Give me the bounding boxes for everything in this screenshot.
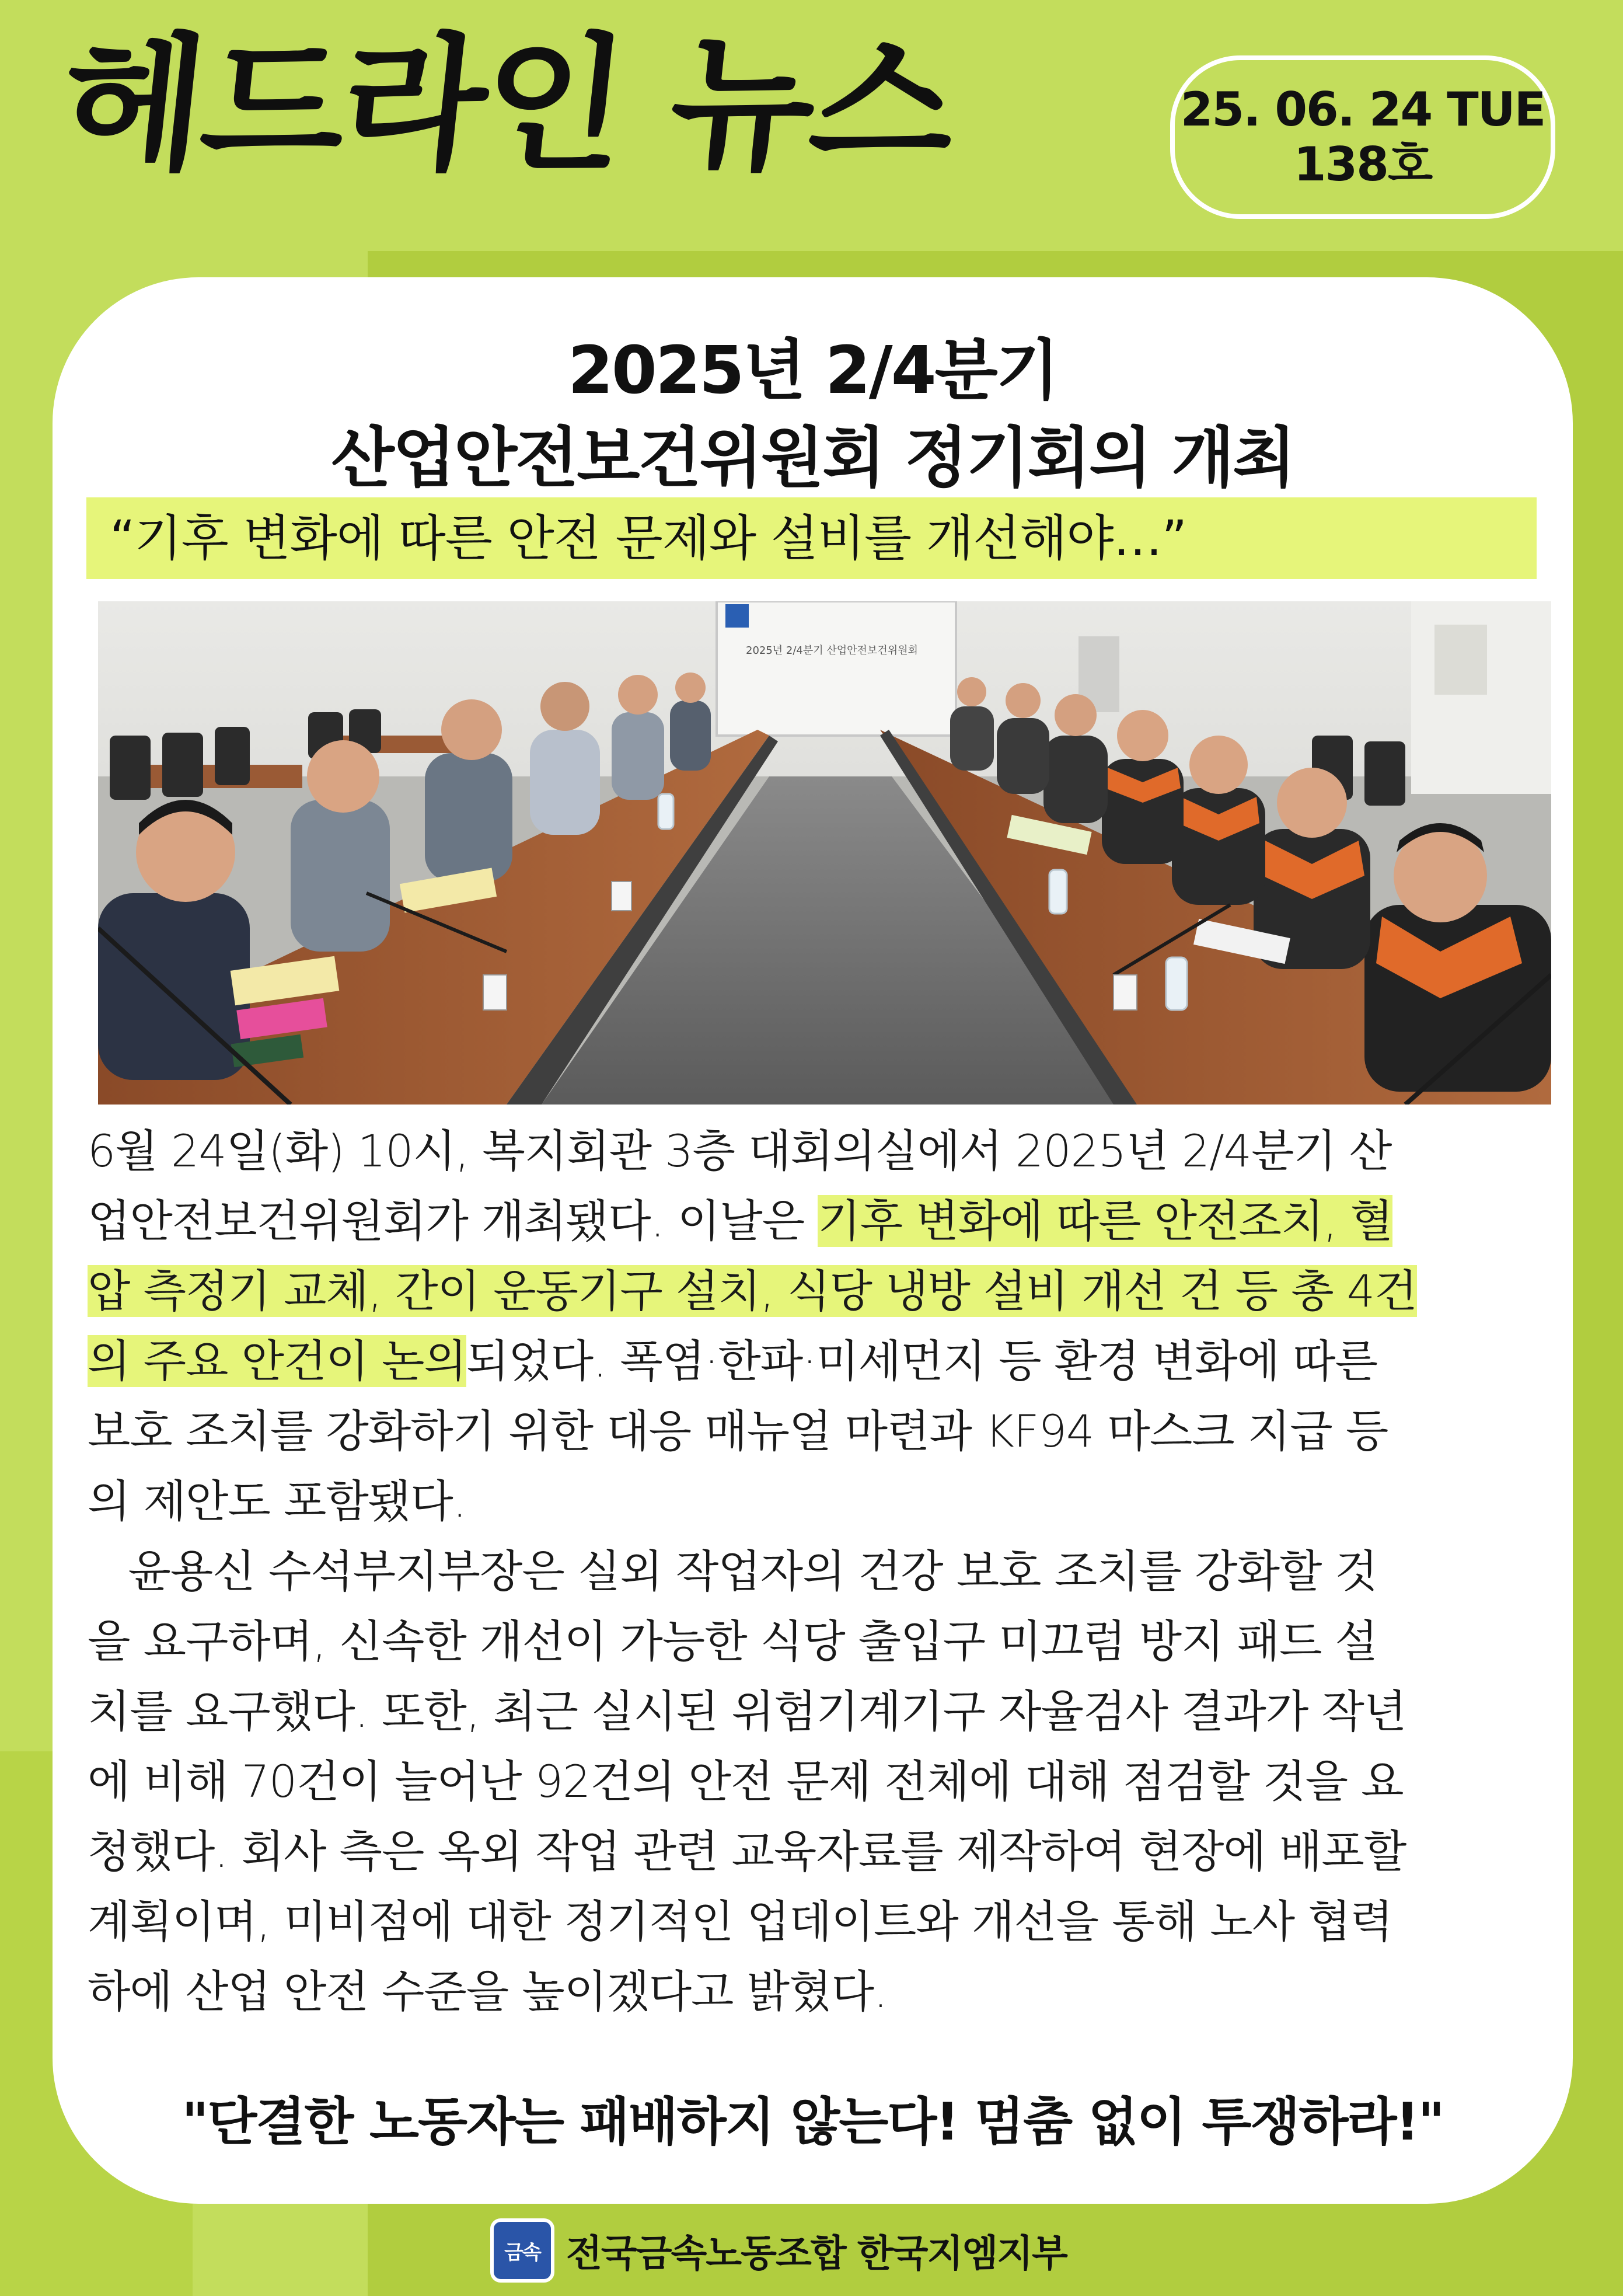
body-line-1 (88, 1116, 1552, 1186)
issue-date: 25. 06. 24 TUE (1180, 82, 1545, 137)
body-line-2a: 업안전보건위원회가 개최됐다. 이날은 (88, 1195, 818, 1247)
article-body (88, 1116, 1552, 2027)
body-line-7: 윤용신 수석부지부장은 실외 작업자의 건강 보호 조치를 강화할 것 (88, 1545, 1377, 1597)
body-line-10: 에 비해 70건이 늘어난 92건의 안전 문제 전체에 대해 점검할 것을 요 (88, 1755, 1404, 1807)
footer-org-name: 전국금속노동조합 한국지엠지부 (566, 2232, 1067, 2276)
body-line-12: 계획이며, 미비점에 대한 정기적인 업데이트와 개선을 통해 노사 협력 (88, 1896, 1393, 1947)
issue-number: 138호 (1293, 137, 1432, 191)
body-line-6: 의 제안도 포함됐다. (88, 1475, 466, 1527)
article-slogan: "단결한 노동자는 패배하지 않는다! 멈춤 없이 투쟁하라!" (182, 2092, 1444, 2152)
body-highlight-2: 압 측정기 교체, 간이 운동기구 설치, 식당 냉방 설비 개선 건 등 총 4건 (88, 1265, 1417, 1317)
body-line-8: 을 요구하며, 신속한 개선이 가능한 식당 출입구 미끄럼 방지 패드 설 (88, 1615, 1377, 1667)
article-subtitle: “기후 변화에 따른 안전 문제와 설비를 개선해야…” (86, 497, 1537, 579)
body-line-2 (88, 1186, 1552, 1256)
body-highlight-1: 기후 변화에 따른 안전조치, 혈 (818, 1195, 1393, 1247)
footer (490, 2215, 1067, 2285)
meeting-photo (98, 601, 1551, 1105)
body-line-3 (88, 1256, 1552, 1326)
body-line-9: 치를 요구했다. 또한, 최근 실시된 위험기계기구 자율검사 결과가 작년 (88, 1685, 1406, 1737)
union-logo-text: 금속 (504, 2241, 540, 2264)
body-highlight-3: 의 주요 안건이 논의 (88, 1335, 466, 1387)
body-line-4b: 되었다. 폭염·한파·미세먼지 등 환경 변화에 따른 (466, 1335, 1377, 1387)
article-title-line-2: 산업안전보건위원회 정기회의 개최 (331, 420, 1294, 496)
meeting-photo-illustration (98, 601, 1551, 1105)
body-line-5: 보호 조치를 강화하기 위한 대응 매뉴얼 마련과 KF94 마스크 지급 등 (88, 1405, 1388, 1457)
body-line-1-text: 6월 24일(화) 10시, 복지회관 3층 대회의실에서 2025년 2/4분기 산 (88, 1125, 1392, 1177)
article-title-line-1: 2025년 2/4분기 (567, 333, 1058, 409)
slide-title-text: 2025년 2/4분기 산업안전보건위원회 (746, 644, 918, 657)
body-line-13: 하에 산업 안전 수준을 높이겠다고 밝혔다. (88, 1966, 888, 2018)
masthead-title: 헤드라인 뉴스 (53, 20, 961, 190)
body-line-11: 청했다. 회사 측은 옥외 작업 관련 교육자료를 제작하여 현장에 배포할 (88, 1825, 1406, 1877)
union-logo-icon (490, 2218, 554, 2283)
body-line-4 (88, 1326, 1552, 1396)
date-badge (1170, 55, 1555, 219)
